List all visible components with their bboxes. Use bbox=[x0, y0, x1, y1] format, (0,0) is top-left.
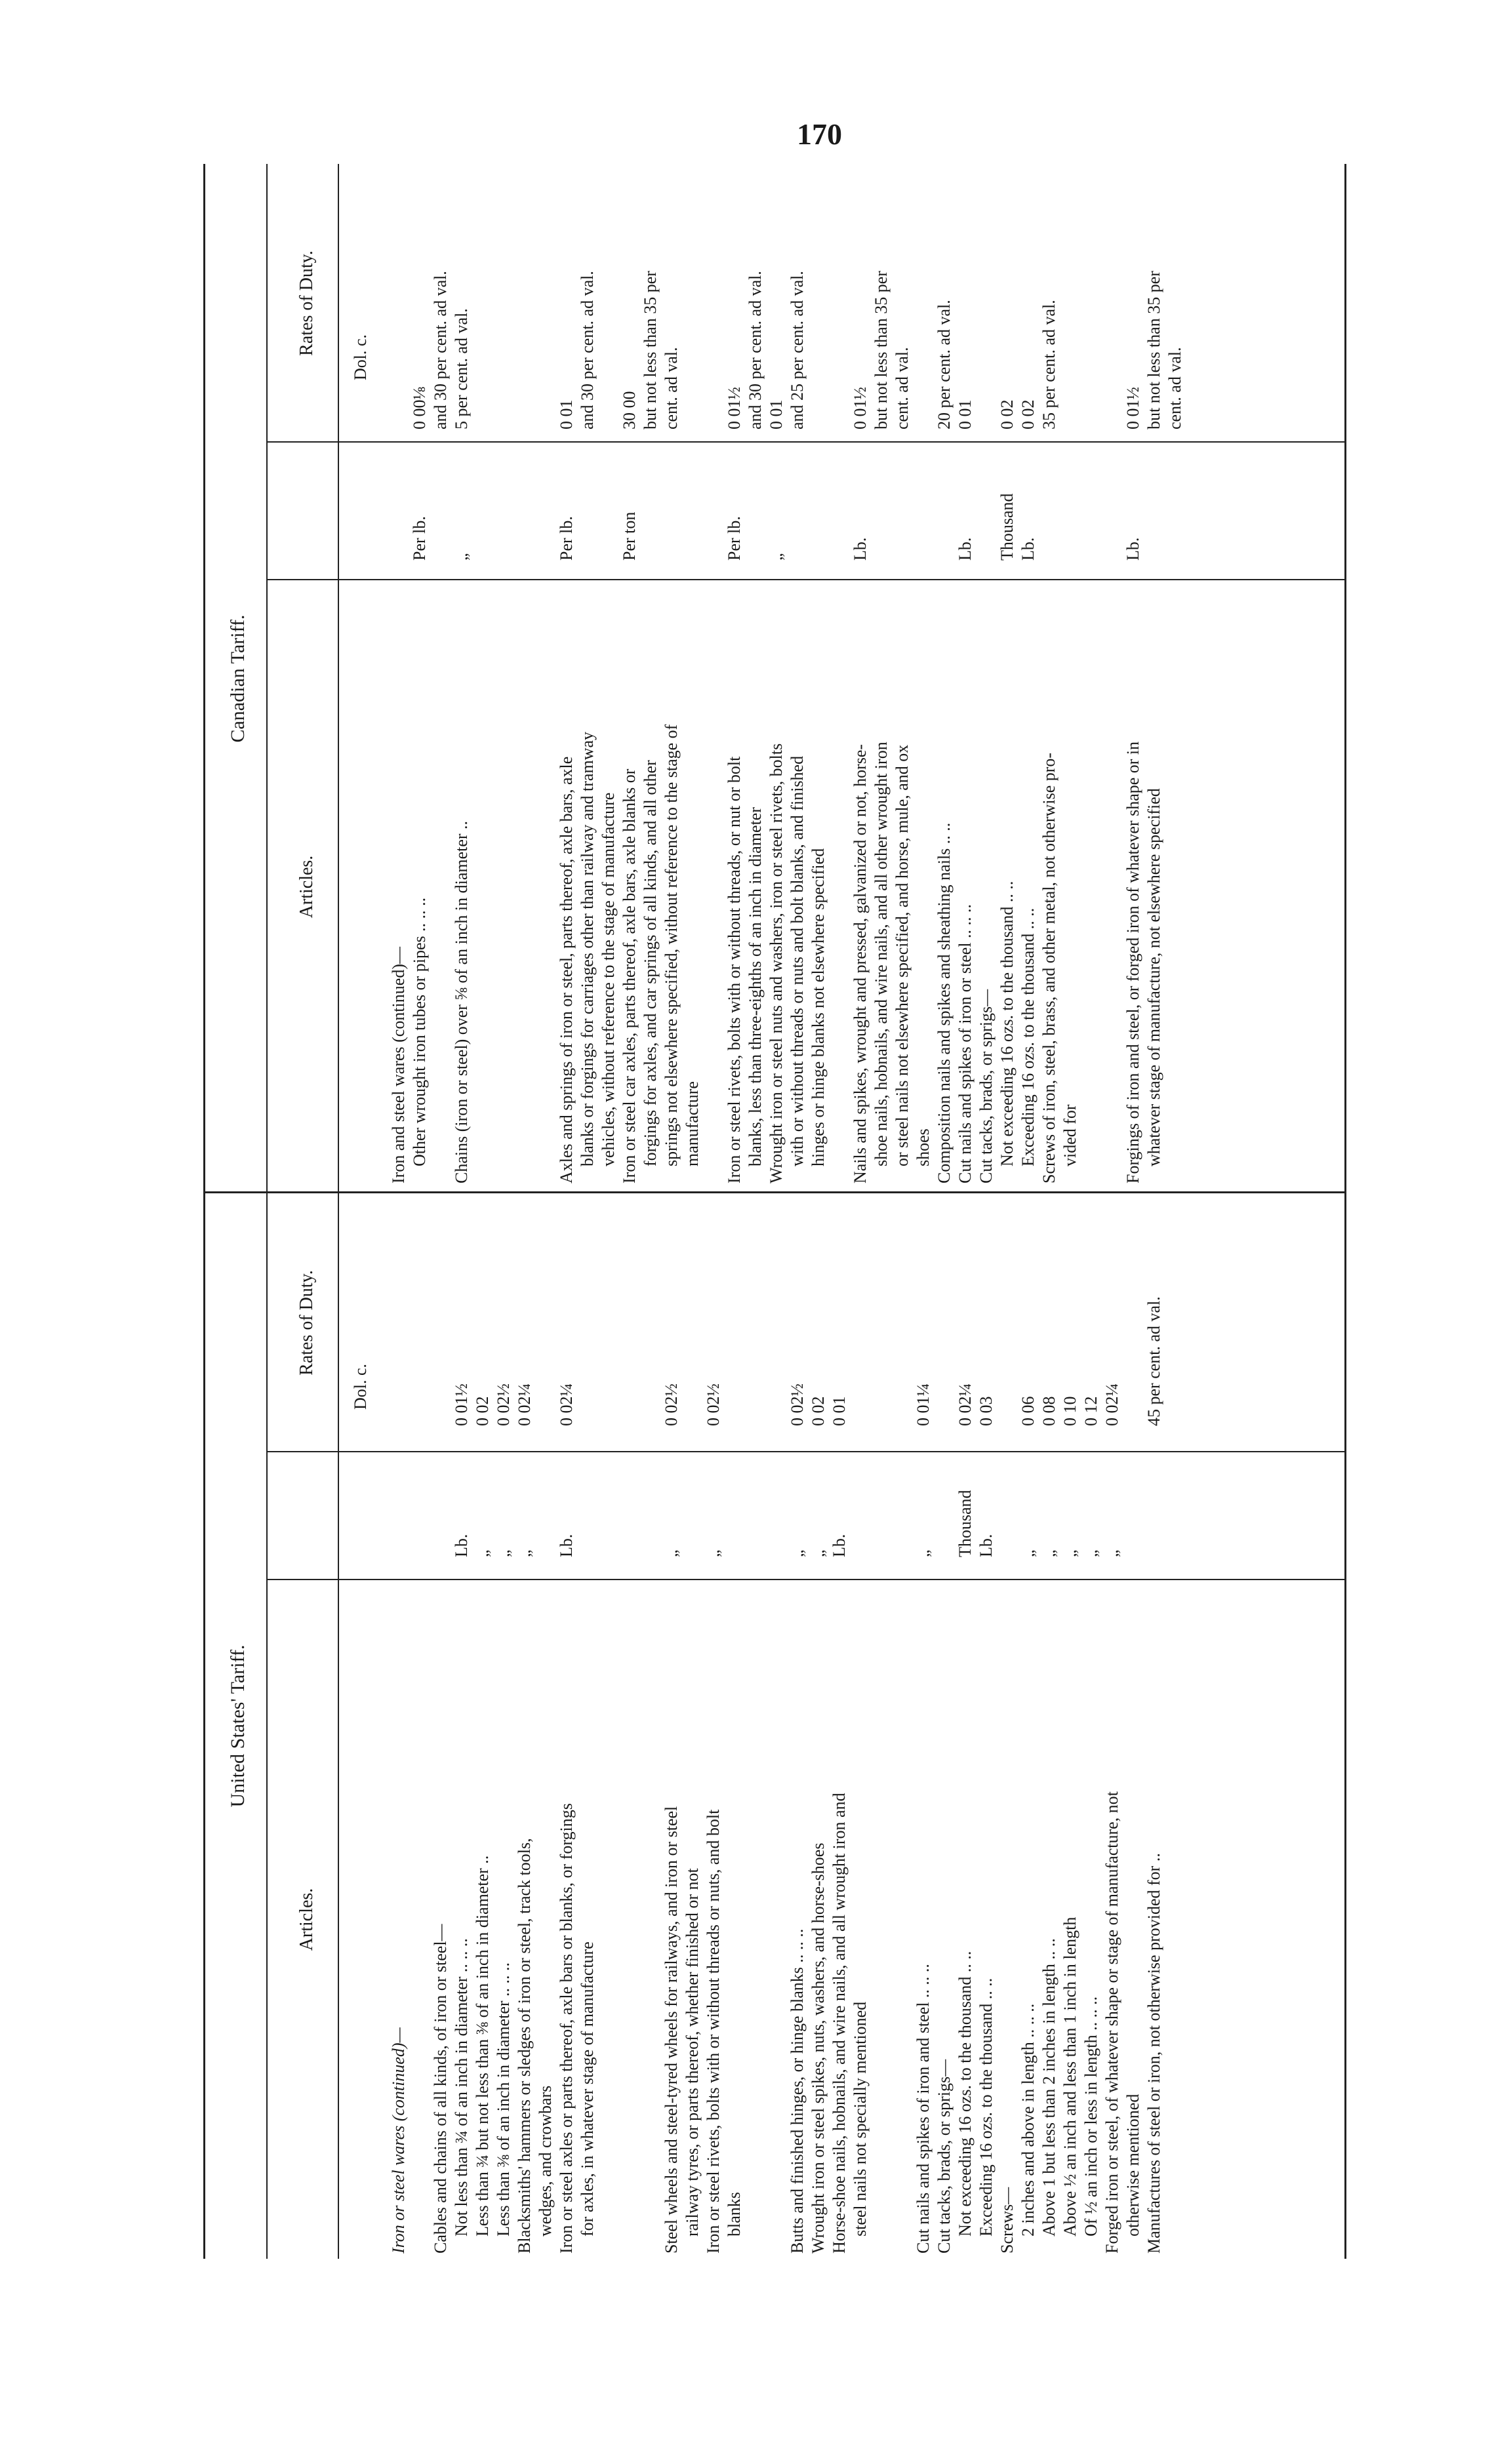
us-rate-cell: 0 06 bbox=[1018, 1396, 1038, 1426]
us-rate-cell: 0 12 bbox=[1081, 1396, 1100, 1426]
us-rate-cell bbox=[850, 1197, 871, 1426]
us-rate-cell bbox=[745, 1197, 787, 1426]
us-rate-cell bbox=[598, 1197, 640, 1426]
ca-article-line: Wrought iron or steel nuts and washers, iron or steel rivets, bolts bbox=[767, 743, 786, 1183]
us-rate-cell: 0 08 bbox=[1039, 1396, 1059, 1426]
us-article-line: Iron or steel rivets, bolts with or without threads or nuts, and bolt bbox=[704, 1809, 723, 2254]
ca-rate-cell: 0 02 bbox=[998, 399, 1017, 429]
ca-unit-cell bbox=[892, 446, 913, 561]
ca-unit-cell bbox=[703, 446, 724, 561]
us-rate-cell bbox=[409, 1197, 430, 1426]
ca-rate-cell: and 30 per cent. ad val. bbox=[431, 271, 450, 429]
ca-rate-cell bbox=[1081, 167, 1123, 429]
ca-unit-cell bbox=[430, 446, 451, 561]
ca-rate-cell: and 30 per cent. ad val. bbox=[578, 271, 597, 429]
ca-unit-cell bbox=[388, 446, 409, 561]
ca-unit-cell bbox=[871, 446, 892, 561]
us-rate-cell bbox=[1123, 1197, 1144, 1426]
ca-unit-column bbox=[388, 446, 1186, 561]
us-rate-cell: 0 02½ bbox=[788, 1383, 807, 1426]
ca-article-line: shoes bbox=[914, 1128, 933, 1166]
ca-article-line bbox=[829, 584, 850, 1183]
ca-rate-cell bbox=[535, 167, 556, 429]
us-unit-cell: „ bbox=[788, 1549, 807, 1557]
us-article-line bbox=[745, 1585, 787, 2254]
us-rate-cell: 0 02¼ bbox=[515, 1383, 534, 1426]
us-unit-cell bbox=[388, 1452, 409, 1557]
ca-unit-cell bbox=[577, 446, 598, 561]
ca-article-line: manufacture bbox=[683, 1081, 702, 1166]
ca-article-line: Forgings of iron and steel, or forged iron of whatever shape or in bbox=[1123, 741, 1142, 1183]
ca-article-line: with or without threads or nuts and bolt blanks, and finished bbox=[788, 755, 807, 1166]
us-unit-cell: „ bbox=[662, 1549, 681, 1557]
ca-article-line: Cut nails and spikes of iron or steel .. .. .. bbox=[956, 904, 975, 1183]
us-rate-cell bbox=[934, 1197, 955, 1426]
ca-article-line bbox=[703, 584, 724, 1183]
ca-rate-cell bbox=[388, 167, 409, 429]
ca-rate-cell bbox=[808, 167, 829, 429]
us-unit-cell: Lb. bbox=[452, 1534, 471, 1557]
us-rate-cell bbox=[535, 1197, 556, 1426]
ca-article-line: or steel nails not elsewhere specified, and horse, mule, and ox bbox=[893, 744, 912, 1166]
ca-article-line: vehicles, without reference to the stage of manufacture bbox=[599, 792, 618, 1166]
ca-unit-cell bbox=[1165, 446, 1186, 561]
ca-articles-divider bbox=[266, 579, 1344, 580]
us-unit-cell: „ bbox=[1102, 1549, 1121, 1557]
us-article-line: wedges, and crowbars bbox=[536, 2085, 555, 2236]
ca-unit-divider bbox=[266, 441, 1344, 443]
us-article-line: Iron or steel axles or parts thereof, axle bars or blanks, or forgings bbox=[557, 1803, 576, 2254]
us-unit-cell: „ bbox=[1060, 1549, 1079, 1557]
us-unit-cell bbox=[745, 1452, 787, 1557]
us-unit-cell: „ bbox=[1018, 1549, 1038, 1557]
ca-rate-cell: 0 02 bbox=[1018, 399, 1038, 429]
ca-article-line: forgings for axles, and car springs of all kinds, and all other bbox=[641, 760, 660, 1166]
us-rate-cell: 0 01½ bbox=[452, 1383, 471, 1426]
us-article-line: Forged iron or steel, of whatever shape or stage of manufacture, not bbox=[1102, 1791, 1121, 2254]
us-rate-cell bbox=[577, 1197, 598, 1426]
ca-articles-heading: Articles. bbox=[296, 855, 317, 919]
ca-rate-cell bbox=[472, 167, 514, 429]
us-article-line: Less than ¾ but not less than ⅜ of an inch in diameter .. bbox=[473, 1855, 492, 2236]
ca-rate-cell: 0 00⅛ bbox=[410, 387, 429, 429]
us-article-line: Cables and chains of all kinds, of iron or steel— bbox=[431, 1924, 450, 2254]
section-divider bbox=[203, 1191, 1344, 1193]
us-unit-cell: „ bbox=[494, 1549, 513, 1557]
ca-article-line: Exceeding 16 ozs. to the thousand .. .. bbox=[1018, 907, 1038, 1166]
us-article-line: otherwise mentioned bbox=[1123, 2094, 1142, 2236]
us-unit-cell: „ bbox=[809, 1549, 828, 1557]
tariff-table bbox=[203, 164, 1351, 2259]
us-article-line: steel nails not specially mentioned bbox=[851, 2001, 870, 2236]
ca-unit-cell bbox=[682, 446, 703, 561]
us-article-line: Blacksmiths' hammers or sledges of iron or steel, track tools, bbox=[515, 1838, 534, 2254]
us-tariff-title: United States' Tariff. bbox=[227, 1644, 249, 1808]
us-unit-cell: Thousand bbox=[956, 1490, 975, 1557]
ca-unit-cell: „ bbox=[452, 553, 471, 561]
ca-article-line: hinges or hinge blanks not elsewhere specified bbox=[809, 848, 828, 1166]
ca-unit-cell bbox=[808, 446, 829, 561]
ca-rate-cell: cent. ad val. bbox=[893, 347, 912, 429]
ca-article-line: whatever stage of manufacture, not elsewhere specified bbox=[1144, 788, 1163, 1166]
ca-rate-cell bbox=[598, 167, 619, 429]
ca-article-line bbox=[430, 584, 451, 1183]
us-unit-column bbox=[388, 1452, 1165, 1557]
us-rate-cell bbox=[640, 1197, 661, 1426]
ca-unit-cell bbox=[1144, 446, 1165, 561]
table-top-rule bbox=[203, 164, 205, 2259]
us-unit-cell bbox=[997, 1452, 1018, 1557]
us-unit-cell bbox=[409, 1452, 430, 1557]
ca-rate-cell: 30 00 bbox=[620, 391, 639, 429]
ca-article-line: Nails and spikes, wrought and pressed, galvanized or not, horse- bbox=[851, 744, 870, 1183]
ca-rate-cell bbox=[976, 167, 997, 429]
us-article-line: Cut nails and spikes of iron and steel .. .. .. bbox=[914, 1964, 933, 2254]
us-rates-unit: Dol. c. bbox=[351, 1363, 370, 1410]
ca-rate-cell: 35 per cent. ad val. bbox=[1039, 300, 1059, 429]
ca-unit-cell: Per lb. bbox=[725, 516, 744, 561]
us-article-line: Horse-shoe nails, hobnails, and wire nails, and all wrought iron and bbox=[830, 1793, 849, 2254]
ca-unit-cell bbox=[1081, 446, 1123, 561]
ca-unit-cell: Per ton bbox=[620, 511, 639, 561]
ca-rates-unit: Dol. c. bbox=[351, 334, 370, 381]
us-unit-cell: Lb. bbox=[830, 1534, 849, 1557]
us-article-line: Of ½ an inch or less in length .. .. .. bbox=[1081, 1996, 1100, 2236]
header-rule-1 bbox=[266, 164, 268, 2259]
ca-unit-cell bbox=[472, 446, 514, 561]
us-article-line bbox=[598, 1585, 640, 2254]
us-rate-cell: 0 03 bbox=[977, 1396, 996, 1426]
ca-article-line: vided for bbox=[1060, 1104, 1079, 1166]
ca-unit-cell bbox=[976, 446, 997, 561]
ca-rate-cell: 20 per cent. ad val. bbox=[935, 300, 954, 429]
us-rate-cell: 0 02½ bbox=[662, 1383, 681, 1426]
us-unit-cell bbox=[871, 1452, 913, 1557]
ca-rate-cell: 0 01 bbox=[557, 399, 576, 429]
us-rate-cell bbox=[430, 1197, 451, 1426]
us-article-line: Above ½ an inch and less than 1 inch in length bbox=[1060, 1917, 1079, 2236]
us-rate-cell: 0 02 bbox=[473, 1396, 492, 1426]
us-unit-cell: Lb. bbox=[977, 1534, 996, 1557]
ca-rates-column bbox=[388, 167, 1186, 429]
ca-rate-cell: 0 01 bbox=[767, 399, 786, 429]
us-article-line: Iron or steel wares (continued)— bbox=[389, 2027, 408, 2254]
table-bottom-rule bbox=[1344, 164, 1346, 2259]
us-unit-cell: Lb. bbox=[557, 1534, 576, 1557]
us-unit-cell: „ bbox=[1081, 1549, 1100, 1557]
us-rate-cell: 0 10 bbox=[1060, 1396, 1079, 1426]
ca-unit-cell bbox=[745, 446, 766, 561]
page-number: 170 bbox=[797, 117, 842, 151]
ca-rate-cell bbox=[913, 167, 934, 429]
us-rate-cell: 0 01¼ bbox=[914, 1383, 933, 1426]
us-article-line: Steel wheels and steel-tyred wheels for railways, and iron or steel bbox=[662, 1806, 681, 2254]
ca-unit-cell: Lb. bbox=[851, 537, 870, 561]
us-rates-heading: Rates of Duty. bbox=[296, 1270, 317, 1376]
us-unit-cell: „ bbox=[704, 1549, 723, 1557]
ca-unit-cell bbox=[1060, 446, 1081, 561]
us-unit-cell bbox=[598, 1452, 640, 1557]
ca-rate-cell bbox=[829, 167, 850, 429]
ca-rate-cell: but not less than 35 per bbox=[641, 271, 660, 429]
ca-article-line: blanks or forgings for carriages other than railway and tramway bbox=[578, 731, 597, 1166]
us-rate-cell bbox=[388, 1197, 409, 1426]
us-article-line bbox=[871, 1585, 913, 2254]
ca-rate-cell bbox=[682, 167, 703, 429]
us-unit-cell bbox=[535, 1452, 556, 1557]
ca-rate-cell: cent. ad val. bbox=[662, 347, 681, 429]
us-rate-cell: 0 02 bbox=[809, 1396, 828, 1426]
us-rate-cell: 0 02¼ bbox=[956, 1383, 975, 1426]
ca-article-line: Not exceeding 16 ozs. to the thousand .. .. bbox=[998, 881, 1017, 1166]
ca-rate-cell: and 25 per cent. ad val. bbox=[788, 271, 807, 429]
us-unit-cell bbox=[577, 1452, 598, 1557]
ca-article-line: Other wrought iron tubes or pipes .. .. .. bbox=[410, 897, 429, 1166]
us-article-line: Not exceeding 16 ozs. to the thousand .. .. bbox=[956, 1951, 975, 2236]
ca-rate-cell: cent. ad val. bbox=[1165, 347, 1184, 429]
us-article-line: railway tyres, or parts thereof, whether finished or not bbox=[683, 1868, 702, 2236]
ca-article-line: Screws of iron, steel, brass, and other metal, not otherwise pro- bbox=[1039, 752, 1059, 1183]
ca-article-line bbox=[514, 584, 535, 1183]
ca-unit-cell: Thousand bbox=[998, 493, 1017, 561]
us-rate-cell bbox=[682, 1197, 703, 1426]
us-rate-cell: 0 01 bbox=[830, 1396, 849, 1426]
ca-article-line: Iron or steel rivets, bolts with or without threads, or nut or bolt bbox=[725, 756, 744, 1183]
ca-rate-cell: and 30 per cent. ad val. bbox=[746, 271, 765, 429]
us-unit-cell bbox=[682, 1452, 703, 1557]
us-unit-cell: „ bbox=[1039, 1549, 1059, 1557]
ca-unit-cell: „ bbox=[767, 553, 786, 561]
us-unit-cell bbox=[850, 1452, 871, 1557]
ca-rate-cell: 0 01½ bbox=[851, 387, 870, 429]
ca-article-line bbox=[1081, 584, 1123, 1183]
us-unit-cell: „ bbox=[473, 1549, 492, 1557]
ca-rate-cell: 5 per cent. ad val. bbox=[452, 308, 471, 429]
ca-article-line: Iron or steel car axles, parts thereof, axle bars, axle blanks or bbox=[620, 768, 639, 1183]
us-article-line: Not less than ¾ of an inch in diameter .. .. .. bbox=[452, 1938, 471, 2236]
ca-article-line: Cut tacks, brads, or sprigs— bbox=[977, 989, 996, 1183]
ca-unit-cell: Lb. bbox=[1018, 537, 1038, 561]
us-article-line: Butts and finished hinges, or hinge blanks .. .. .. bbox=[788, 1928, 807, 2254]
us-article-line: for axles, in whatever stage of manufacture bbox=[578, 1941, 597, 2236]
ca-article-line: blanks, less than three-eighths of an inch in diameter bbox=[746, 806, 765, 1166]
ca-unit-cell: Lb. bbox=[956, 537, 975, 561]
us-rate-cell bbox=[871, 1197, 913, 1426]
ca-article-line: Chains (iron or steel) over ⅝ of an inch in diameter .. bbox=[452, 820, 471, 1183]
us-article-line: Above 1 but less than 2 inches in length .. .. bbox=[1039, 1938, 1059, 2236]
us-rate-cell bbox=[724, 1197, 745, 1426]
us-rate-cell: 45 per cent. ad val. bbox=[1144, 1296, 1163, 1426]
ca-unit-cell bbox=[535, 446, 556, 561]
us-unit-cell: „ bbox=[515, 1549, 534, 1557]
ca-article-line: Composition nails and spikes and sheathing nails .. .. bbox=[935, 822, 954, 1183]
us-unit-cell bbox=[430, 1452, 451, 1557]
us-article-line bbox=[640, 1585, 661, 2254]
ca-unit-cell: Lb. bbox=[1123, 537, 1142, 561]
us-unit-cell: „ bbox=[914, 1549, 933, 1557]
us-article-line: Exceeding 16 ozs. to the thousand .. .. bbox=[977, 1977, 996, 2236]
us-unit-cell bbox=[724, 1452, 745, 1557]
ca-unit-cell bbox=[640, 446, 661, 561]
ca-article-line: shoe nails, hobnails, and wire nails, and all other wrought iron bbox=[872, 742, 891, 1166]
ca-rate-cell bbox=[1060, 167, 1081, 429]
us-article-line: blanks bbox=[725, 2192, 744, 2236]
ca-article-line: Iron and steel wares (continued)— bbox=[389, 947, 408, 1183]
ca-unit-cell bbox=[913, 446, 934, 561]
ca-rate-cell bbox=[703, 167, 724, 429]
ca-unit-cell bbox=[514, 446, 535, 561]
us-article-line: Less than ⅜ of an inch in diameter .. .. .. bbox=[494, 1962, 513, 2236]
us-article-line: Manufactures of steel or iron, not otherwise provided for .. bbox=[1144, 1853, 1163, 2254]
ca-articles-column bbox=[388, 584, 1186, 1183]
us-unit-cell bbox=[1123, 1452, 1144, 1557]
us-article-line: 2 inches and above in length .. .. .. bbox=[1018, 2003, 1038, 2236]
ca-unit-cell bbox=[661, 446, 682, 561]
ca-tariff-title: Canadian Tariff. bbox=[227, 614, 249, 743]
us-articles-divider bbox=[266, 1579, 1344, 1580]
us-rate-cell: 0 02½ bbox=[704, 1383, 723, 1426]
ca-article-line: springs not elsewhere specified, without reference to the stage of bbox=[662, 724, 681, 1166]
us-unit-cell bbox=[934, 1452, 955, 1557]
ca-article-line bbox=[1165, 584, 1186, 1183]
ca-article-line bbox=[535, 584, 556, 1183]
ca-unit-cell bbox=[934, 446, 955, 561]
us-article-line bbox=[409, 1585, 430, 2254]
ca-unit-cell bbox=[1039, 446, 1060, 561]
us-rate-cell: 0 02¼ bbox=[1102, 1383, 1121, 1426]
us-unit-cell bbox=[640, 1452, 661, 1557]
ca-unit-cell: Per lb. bbox=[557, 516, 576, 561]
us-unit-cell bbox=[1144, 1452, 1165, 1557]
ca-unit-cell bbox=[829, 446, 850, 561]
ca-unit-cell bbox=[787, 446, 808, 561]
ca-rate-cell: but not less than 35 per bbox=[872, 271, 891, 429]
ca-article-line bbox=[472, 584, 514, 1183]
ca-rate-cell: 0 01 bbox=[956, 399, 975, 429]
header-rule-2 bbox=[338, 164, 339, 2259]
us-article-line: Wrought iron or steel spikes, nuts, washers, and horse-shoes bbox=[809, 1842, 828, 2254]
us-rate-cell: 0 02¼ bbox=[557, 1383, 576, 1426]
ca-rate-cell: 0 01½ bbox=[1123, 387, 1142, 429]
us-articles-column bbox=[388, 1585, 1165, 2254]
us-rate-cell: 0 02½ bbox=[494, 1383, 513, 1426]
ca-rates-heading: Rates of Duty. bbox=[296, 250, 317, 356]
ca-rate-cell: but not less than 35 per bbox=[1144, 271, 1163, 429]
us-article-line: Cut tacks, brads, or sprigs— bbox=[935, 2059, 954, 2254]
ca-rate-cell: 0 01½ bbox=[725, 387, 744, 429]
us-rate-cell bbox=[997, 1197, 1018, 1426]
us-article-line: Screws— bbox=[998, 2187, 1017, 2254]
us-articles-heading: Articles. bbox=[296, 1888, 317, 1951]
ca-unit-cell: Per lb. bbox=[410, 516, 429, 561]
us-rates-column bbox=[388, 1197, 1165, 1426]
ca-unit-cell bbox=[598, 446, 619, 561]
ca-rate-cell bbox=[514, 167, 535, 429]
ca-article-line: Axles and springs of iron or steel, parts thereof, axle bars, axle bbox=[557, 756, 576, 1183]
